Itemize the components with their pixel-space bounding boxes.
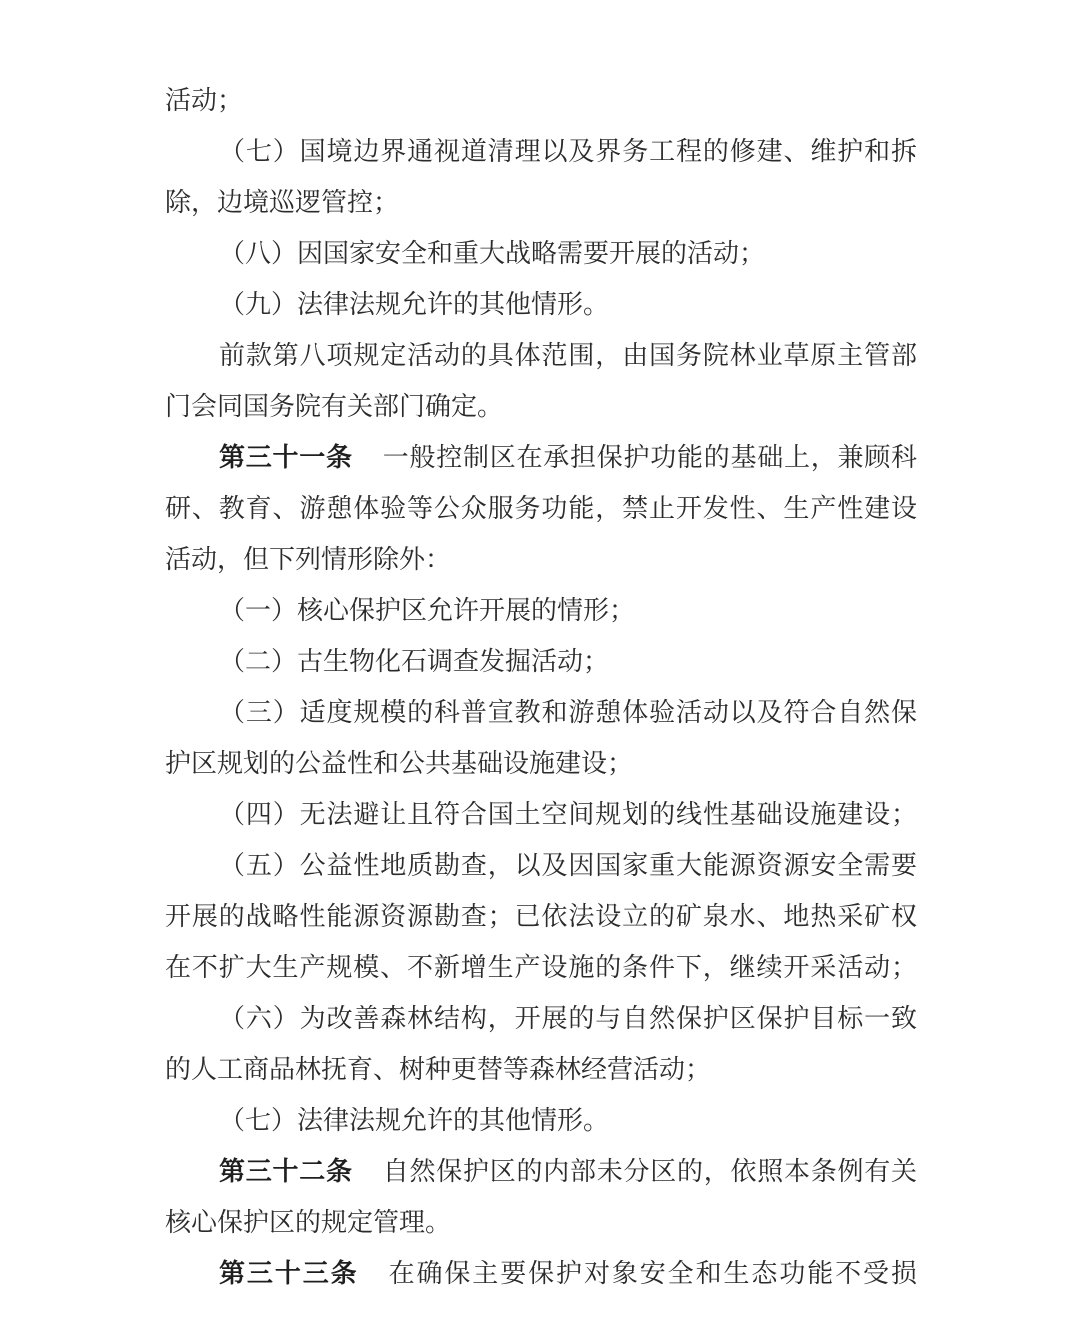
article-line: 第三十一条 一般控制区在承担保护功能的基础上，兼顾科 xyxy=(219,443,917,473)
text-line: 研、教育、游憩体验等公众服务功能，禁止开发性、生产性建设 xyxy=(165,494,917,524)
text-line: 门会同国务院有关部门确定。 xyxy=(165,392,504,422)
text-line: （九）法律法规允许的其他情形。 xyxy=(219,290,610,320)
article-line: 第三十三条 在确保主要保护对象安全和生态功能不受损 xyxy=(219,1259,917,1289)
text-line: 活动； xyxy=(165,86,244,116)
text-line: （八）因国家安全和重大战略需要开展的活动； xyxy=(219,239,766,269)
article-number: 第三十三条 xyxy=(219,1259,359,1289)
text-line: 护区规划的公益性和公共基础设施建设； xyxy=(165,749,634,779)
text-line: 除，边境巡逻管控； xyxy=(165,188,400,218)
article-number: 第三十一条 xyxy=(219,443,353,473)
text-line: 活动，但下列情形除外： xyxy=(165,545,452,575)
text-line: 核心保护区的规定管理。 xyxy=(165,1208,452,1238)
text-line: （一）核心保护区允许开展的情形； xyxy=(219,596,636,626)
text-line: 前款第八项规定活动的具体范围，由国务院林业草原主管部 xyxy=(219,341,917,371)
text-line: 在不扩大生产规模、不新增生产设施的条件下，继续开采活动； xyxy=(165,953,917,983)
text-line: （六）为改善森林结构，开展的与自然保护区保护目标一致 xyxy=(219,1004,917,1034)
article-line: 第三十二条 自然保护区的内部未分区的，依照本条例有关 xyxy=(219,1157,917,1187)
text-line: （二）古生物化石调查发掘活动； xyxy=(219,647,610,677)
text-line: （五）公益性地质勘查，以及因国家重大能源资源安全需要 xyxy=(219,851,917,881)
article-number: 第三十二条 xyxy=(219,1157,353,1187)
text-line: 的人工商品林抚育、树种更替等森林经营活动； xyxy=(165,1055,712,1085)
text-line: （四）无法避让且符合国土空间规划的线性基础设施建设； xyxy=(219,800,917,830)
text-line: （七）国境边界通视道清理以及界务工程的修建、维护和拆 xyxy=(219,137,917,167)
text-line: （三）适度规模的科普宣教和游憩体验活动以及符合自然保 xyxy=(219,698,917,728)
text-line: （七）法律法规允许的其他情形。 xyxy=(219,1106,610,1136)
text-line: 开展的战略性能源资源勘查；已依法设立的矿泉水、地热采矿权 xyxy=(165,902,917,932)
